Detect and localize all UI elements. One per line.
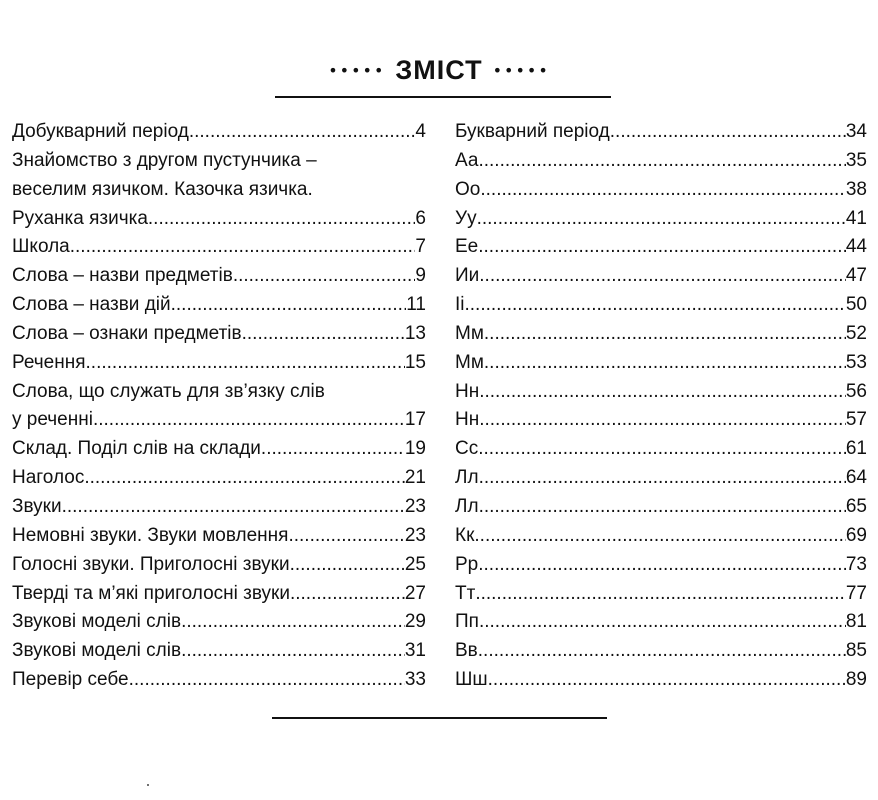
toc-entry (455, 637, 867, 666)
toc-entry (455, 406, 867, 435)
toc-entry-page-number: 65 (845, 495, 867, 517)
toc-entry (455, 522, 867, 551)
toc-entry-title: Нн (455, 380, 480, 402)
toc-entry-title: Мм (455, 322, 484, 344)
toc-entry-title: у реченні (12, 409, 93, 431)
toc-entry (455, 608, 867, 637)
dot-leader (479, 406, 846, 435)
dot-leader (288, 522, 404, 551)
toc-entry-page-number: 23 (404, 524, 426, 546)
dot-leader (478, 637, 846, 666)
dot-leader (233, 262, 416, 291)
dot-leader (488, 666, 846, 695)
toc-entry (12, 291, 426, 320)
toc-entry-title: Лл (455, 467, 479, 489)
toc-entry (455, 378, 867, 407)
toc-entry-page-number: 34 (845, 121, 867, 142)
toc-entry-page-number: 41 (845, 207, 867, 229)
toc-entry-page-number: 52 (845, 322, 867, 344)
print-speck (147, 784, 149, 786)
toc-entry (455, 435, 867, 464)
toc-entry-page-number: 53 (845, 351, 867, 373)
toc-entry-page-number: 27 (404, 582, 426, 604)
toc-entry-page-number: 23 (404, 495, 426, 517)
toc-entry-title: Звукові моделі слів (12, 611, 182, 633)
toc-entry (12, 320, 426, 349)
toc-entry-title: Тверді та м’які приголосні звуки (12, 582, 290, 604)
dot-leader (93, 406, 405, 435)
toc-entry-page-number: 15 (404, 351, 426, 373)
toc-entry-title: Речення (12, 351, 86, 373)
dot-leader (610, 118, 846, 147)
dot-leader (478, 551, 846, 580)
dot-leader (474, 522, 845, 551)
toc-entry (455, 551, 867, 580)
dot-leader (484, 349, 846, 378)
contents-heading (0, 50, 878, 90)
toc-entry-title: Слова – ознаки предметів (12, 322, 242, 344)
toc-entry-title: Аа (455, 149, 479, 171)
toc-entry (455, 580, 867, 609)
toc-entry-page-number: 21 (404, 467, 426, 489)
toc-entry (455, 118, 867, 147)
toc-entry-page-number: 13 (404, 322, 426, 344)
toc-entry (12, 666, 426, 695)
toc-entry-page-number: 56 (845, 380, 867, 402)
toc-entry-title: Рр (455, 553, 479, 575)
toc-entry-page-number: 64 (845, 467, 867, 489)
toc-entry (455, 262, 867, 291)
toc-entry (12, 435, 426, 464)
toc-entry-title: Немовні звуки. Звуки мовлення (12, 524, 289, 546)
toc-entry (12, 464, 426, 493)
toc-entry-page-number: 77 (845, 582, 867, 604)
toc-entry-title: Ии (455, 265, 480, 287)
dot-leader (475, 580, 846, 609)
toc-entry-page-number: 6 (415, 207, 426, 229)
toc-entry-page-number: 11 (406, 294, 426, 316)
toc-entry (455, 464, 867, 493)
toc-entry (12, 522, 426, 551)
toc-entry-title: Лл (455, 495, 479, 517)
dot-leader (148, 205, 416, 234)
toc-entry-title: Руханка язичка (12, 207, 148, 229)
dot-leader (479, 608, 846, 637)
toc-entry-title: Уу (455, 207, 477, 229)
decorative-dots-left: ••••• (328, 60, 386, 80)
dot-leader (129, 666, 405, 695)
dot-leader (478, 435, 846, 464)
dot-leader (290, 551, 405, 580)
toc-entry (455, 493, 867, 522)
toc-entry-page-number: 17 (404, 409, 426, 431)
dot-leader (478, 147, 845, 176)
dot-leader (171, 291, 407, 320)
toc-entry (455, 176, 867, 205)
dot-leader (181, 637, 405, 666)
toc-entry-title: Букварний період (455, 121, 610, 142)
toc-entry-title: Ее (455, 236, 479, 258)
dot-leader (484, 320, 846, 349)
dot-leader (62, 493, 405, 522)
toc-entry-page-number: 33 (404, 669, 426, 691)
toc-entry (12, 147, 426, 176)
dot-leader (477, 205, 846, 234)
toc-entry-page-number: 50 (845, 294, 867, 316)
dot-leader (70, 233, 416, 262)
dot-leader (479, 262, 846, 291)
toc-entry (455, 233, 867, 262)
toc-entry-title: Іі (455, 294, 465, 316)
toc-entry (455, 320, 867, 349)
toc-entry-title: Слова – назви предметів (12, 265, 233, 287)
dot-leader (189, 118, 416, 147)
dot-leader (479, 378, 846, 407)
toc-entry (455, 205, 867, 234)
dot-leader (479, 464, 846, 493)
dot-leader (465, 291, 846, 320)
toc-entry (12, 551, 426, 580)
toc-entry-title: Шш (455, 669, 488, 691)
toc-entry-title: Вв (455, 640, 478, 662)
toc-entry-page-number: 35 (845, 149, 867, 171)
toc-entry (455, 349, 867, 378)
toc-entry-title: Школа (12, 236, 70, 258)
toc-entry (12, 406, 426, 435)
dot-leader (290, 580, 405, 609)
toc-entry-page-number: 57 (845, 409, 867, 431)
dot-leader (478, 233, 846, 262)
toc-entry-page-number: 69 (845, 524, 867, 546)
dot-leader (479, 493, 846, 522)
toc-entry-title: Звуки (12, 495, 62, 517)
toc-entry (12, 493, 426, 522)
toc-entry-page-number: 44 (845, 236, 867, 258)
toc-entry (12, 637, 426, 666)
toc-entry-page-number: 38 (845, 178, 867, 200)
toc-entry-page-number: 73 (845, 553, 867, 575)
toc-entry-page-number: 61 (845, 438, 867, 460)
toc-entry-title: Перевір себе (12, 669, 129, 691)
toc-entry-title: Кк (455, 524, 475, 546)
toc-entry-title: Слова, що служать для зв’язку слів (12, 380, 325, 402)
toc-entry-page-number: 4 (415, 121, 426, 142)
toc-entry (12, 580, 426, 609)
toc-entry-title: Оо (455, 178, 481, 200)
page-title: ЗМІСТ (395, 55, 483, 85)
dot-leader (242, 320, 405, 349)
toc-entry-title: веселим язичком. Казочка язичка. (12, 178, 313, 200)
toc-entry-page-number: 85 (845, 640, 867, 662)
toc-entry-page-number: 81 (845, 611, 867, 633)
dot-leader (86, 349, 405, 378)
toc-entry-title: Тт (455, 582, 476, 604)
toc-entry (12, 205, 426, 234)
toc-entry (455, 666, 867, 695)
toc-entry-title: Добукварний період (12, 121, 189, 142)
decorative-dots-right: ••••• (492, 60, 550, 80)
toc-entry (12, 233, 426, 262)
toc-entry-title: Мм (455, 351, 484, 373)
toc-entry (12, 608, 426, 637)
toc-entry-page-number: 25 (404, 553, 426, 575)
toc-entry (12, 262, 426, 291)
toc-left-column (12, 118, 426, 695)
toc-entry-title: Склад. Поділ слів на склади (12, 438, 261, 460)
dot-leader (480, 176, 846, 205)
toc-entry-title: Голосні звуки. Приголосні звуки (12, 553, 290, 575)
toc-entry-page-number: 29 (404, 611, 426, 633)
toc-entry-page-number: 9 (415, 265, 426, 287)
toc-entry-page-number: 47 (845, 265, 867, 287)
toc-entry-page-number: 31 (404, 640, 426, 662)
toc-right-column (455, 118, 867, 695)
toc-entry-title: Звукові моделі слів (12, 640, 182, 662)
top-divider (275, 96, 611, 98)
dot-leader (181, 608, 405, 637)
toc-entry-page-number: 7 (415, 236, 426, 258)
toc-entry-title: Пп (455, 611, 479, 633)
toc-entry-title: Слова – назви дій (12, 294, 171, 316)
toc-entry (455, 291, 867, 320)
bottom-divider (272, 717, 607, 719)
toc-entry (455, 147, 867, 176)
toc-entry-title: Знайомство з другом пустунчика – (12, 149, 317, 171)
toc-entry (12, 349, 426, 378)
dot-leader (261, 435, 405, 464)
toc-entry (12, 176, 426, 205)
dot-leader (84, 464, 405, 493)
toc-entry (12, 378, 426, 407)
toc-entry (12, 118, 426, 147)
toc-entry-title: Нн (455, 409, 480, 431)
toc-entry-page-number: 19 (404, 438, 426, 460)
toc-entry-title: Наголос (12, 467, 85, 489)
toc-entry-title: Сс (455, 438, 479, 460)
toc-entry-page-number: 89 (845, 669, 867, 691)
